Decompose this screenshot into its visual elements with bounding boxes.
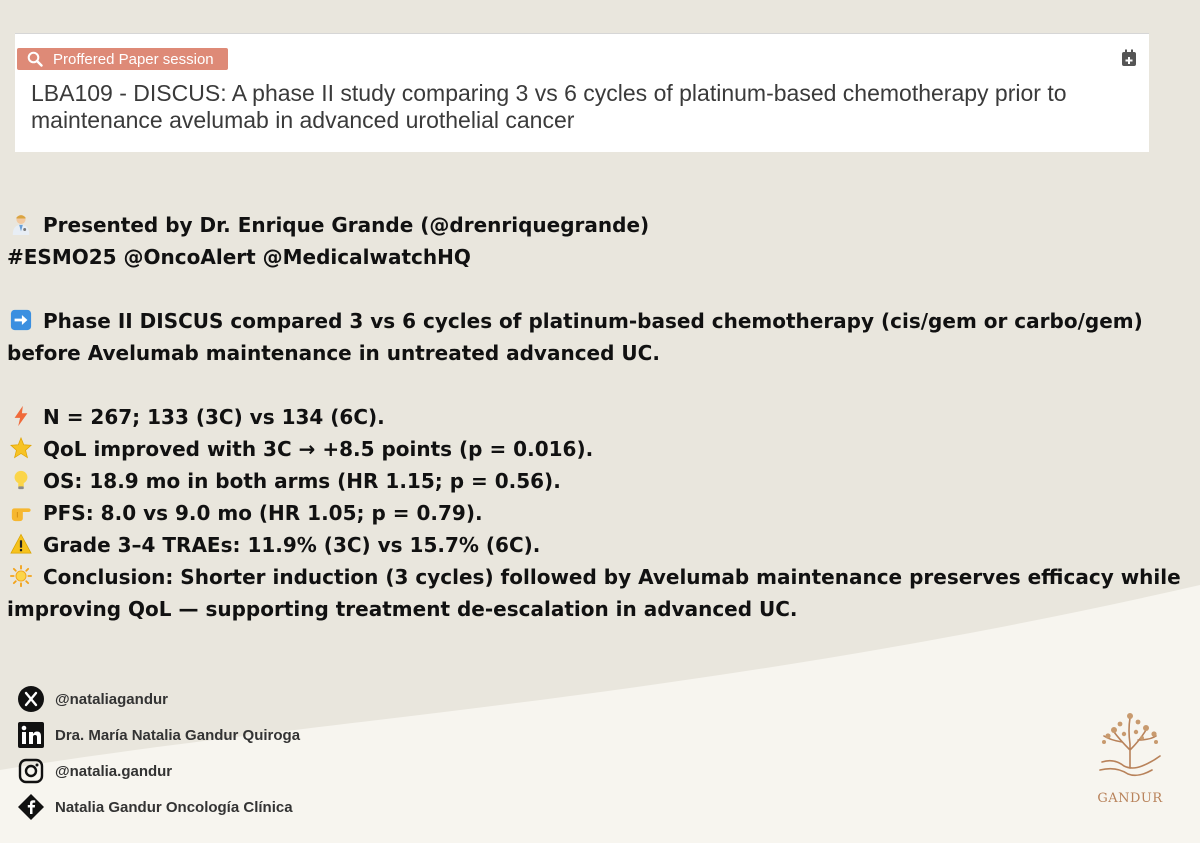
social-x-handle: @nataliagandur: [55, 690, 168, 708]
social-linkedin-name: Dra. María Natalia Gandur Quiroga: [55, 726, 301, 744]
presenter-text: Presented by Dr. Enrique Grande (@drenriquegrande): [43, 213, 650, 237]
social-facebook[interactable]: [17, 789, 300, 825]
social-links: [17, 681, 300, 825]
x-icon: [18, 686, 44, 712]
warning-icon: [9, 533, 33, 555]
social-instagram[interactable]: [17, 753, 300, 789]
calendar-add-icon[interactable]: [1121, 49, 1137, 67]
session-title: LBA109 - DISCUS: A phase II study comparing 3 vs 6 cycles of platinum-based chemotherapy prior to maintenance avelumab in advanced urothelial cancer: [31, 80, 1067, 133]
bullet-text: OS: 18.9 mo in both arms (HR 1.15; p = 0.56).: [43, 469, 561, 493]
lightning-icon: [9, 405, 33, 427]
social-instagram-handle: @natalia.gandur: [55, 762, 173, 780]
bullet-text: Grade 3–4 TRAEs: 11.9% (3C) vs 15.7% (6C).: [43, 533, 541, 557]
social-facebook-page: Natalia Gandur Oncología Clínica: [55, 798, 293, 816]
bullet-text: N = 267; 133 (3C) vs 134 (6C).: [43, 405, 385, 429]
facebook-icon: [17, 793, 45, 821]
lightbulb-icon: [9, 469, 33, 491]
presenter-line: [7, 209, 1197, 241]
sun-icon: [9, 565, 33, 587]
conclusion-text-1: Conclusion: Shorter induction (3 cycles) followed by Avelumab maintenance preserves efficacy while: [43, 565, 1181, 589]
post-body: [7, 209, 1197, 625]
intro-text-1: Phase II DISCUS compared 3 vs 6 cycles of platinum-based chemotherapy (cis/gem or carbo/gem): [43, 309, 1143, 333]
arrow-right-icon: [9, 309, 33, 331]
social-linkedin[interactable]: [17, 717, 300, 753]
bullet-item: [7, 497, 1197, 529]
search-icon: [27, 51, 43, 67]
hashtags-line[interactable]: #ESMO25 @OncoAlert @MedicalwatchHQ: [7, 245, 471, 269]
doctor-icon: [9, 213, 33, 235]
tree-hand-logo: [1094, 710, 1166, 784]
session-badge-label: Proffered Paper session: [53, 50, 214, 68]
linkedin-icon: [18, 722, 44, 748]
conclusion-line-1: [7, 561, 1197, 593]
bullet-item: [7, 401, 1197, 433]
session-badge[interactable]: [17, 48, 228, 70]
logo-text: GANDUR: [1097, 791, 1163, 806]
bullet-text: PFS: 8.0 vs 9.0 mo (HR 1.05; p = 0.79).: [43, 501, 483, 525]
pointing-hand-icon: [9, 501, 33, 523]
instagram-icon: [18, 758, 44, 784]
gandur-logo: [1092, 710, 1168, 806]
social-x[interactable]: [17, 681, 300, 717]
bullet-text: QoL improved with 3C → +8.5 points (p = 0.016).: [43, 437, 594, 461]
session-card: [15, 33, 1149, 152]
star-icon: [9, 437, 33, 459]
bullet-item: [7, 465, 1197, 497]
intro-line-2: before Avelumab maintenance in untreated advanced UC.: [7, 341, 660, 365]
bullet-item: [7, 433, 1197, 465]
bullet-item: [7, 529, 1197, 561]
intro-line-1: [7, 305, 1197, 337]
conclusion-line-2: improving QoL — supporting treatment de-escalation in advanced UC.: [7, 597, 798, 621]
